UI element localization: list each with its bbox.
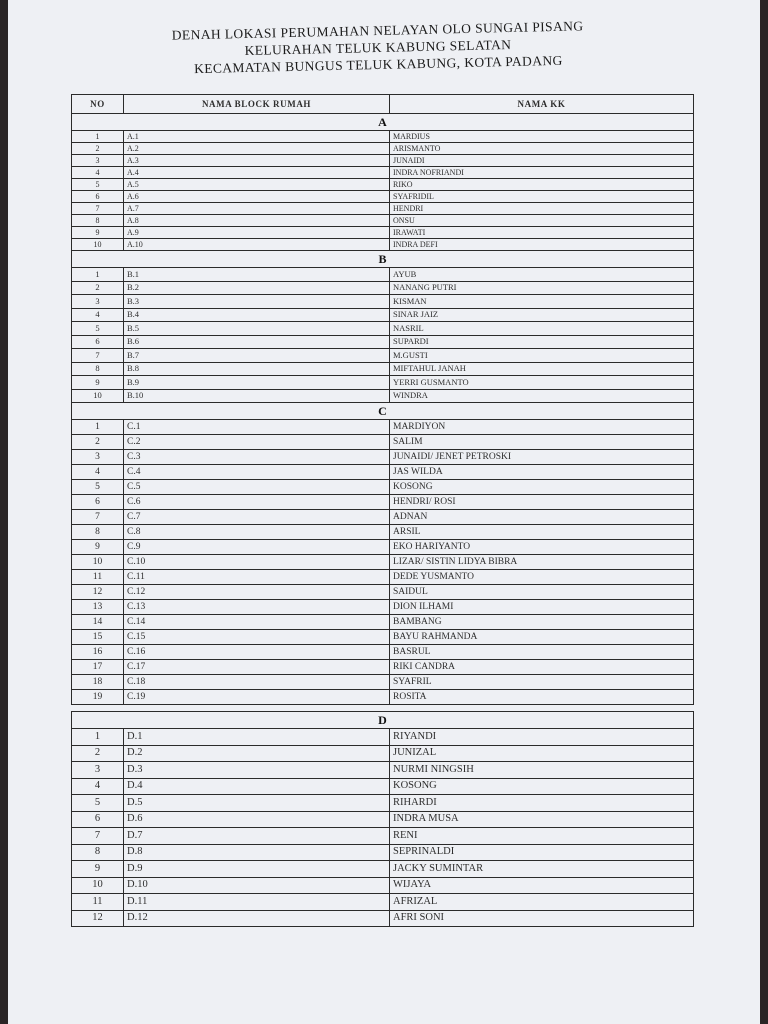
kk-name-cell: M.GUSTI <box>390 349 694 363</box>
kk-name-cell: SYAFRIL <box>390 675 694 690</box>
table-row <box>72 828 694 845</box>
no-cell: 11 <box>72 570 124 585</box>
block-cell: C.7 <box>124 510 390 525</box>
kk-name-cell: JAS WILDA <box>390 465 694 480</box>
block-cell: C.4 <box>124 465 390 480</box>
table-row <box>72 525 694 540</box>
kk-name-cell: DEDE YUSMANTO <box>390 570 694 585</box>
no-cell: 4 <box>72 778 124 795</box>
table-body <box>72 114 694 927</box>
no-cell: 16 <box>72 645 124 660</box>
kk-name-cell: RENI <box>390 828 694 845</box>
section-label: A <box>72 114 694 131</box>
table-row <box>72 179 694 191</box>
no-cell: 1 <box>72 729 124 746</box>
kk-name-cell: JUNIZAL <box>390 745 694 762</box>
no-cell: 19 <box>72 690 124 705</box>
kk-name-cell: NURMI NINGSIH <box>390 762 694 779</box>
table-row <box>72 762 694 779</box>
block-cell: C.13 <box>124 600 390 615</box>
section-label: B <box>72 251 694 268</box>
kk-name-cell: SINAR JAIZ <box>390 308 694 322</box>
table-row <box>72 167 694 179</box>
kk-name-cell: WINDRA <box>390 389 694 403</box>
table-row <box>72 335 694 349</box>
block-cell: C.19 <box>124 690 390 705</box>
kk-name-cell: HENDRI/ ROSI <box>390 495 694 510</box>
block-cell: B.2 <box>124 281 390 295</box>
kk-name-cell: RIKO <box>390 179 694 191</box>
no-cell: 12 <box>72 585 124 600</box>
table-row <box>72 435 694 450</box>
table-row <box>72 131 694 143</box>
block-cell: A.4 <box>124 167 390 179</box>
no-cell: 11 <box>72 894 124 911</box>
no-cell: 9 <box>72 227 124 239</box>
kk-name-cell: INDRA DEFI <box>390 239 694 251</box>
no-cell: 7 <box>72 203 124 215</box>
table-row <box>72 729 694 746</box>
kk-name-cell: ONSU <box>390 215 694 227</box>
block-cell: C.12 <box>124 585 390 600</box>
table-row <box>72 281 694 295</box>
kk-name-cell: ROSITA <box>390 690 694 705</box>
no-cell: 2 <box>72 435 124 450</box>
block-cell: D.7 <box>124 828 390 845</box>
block-cell: C.5 <box>124 480 390 495</box>
kk-name-cell: ARISMANTO <box>390 143 694 155</box>
block-cell: B.1 <box>124 268 390 282</box>
table-row <box>72 389 694 403</box>
block-cell: D.12 <box>124 910 390 927</box>
block-cell: B.7 <box>124 349 390 363</box>
table-row <box>72 239 694 251</box>
table-row <box>72 308 694 322</box>
block-cell: A.2 <box>124 143 390 155</box>
block-cell: C.3 <box>124 450 390 465</box>
table-row <box>72 349 694 363</box>
heading-line-3: KECAMATAN BUNGUS TELUK KABUNG, KOTA PADANG <box>193 52 563 77</box>
kk-name-cell: SYAFRIDIL <box>390 191 694 203</box>
heading-line-2: KELURAHAN TELUK KABUNG SELATAN <box>244 36 512 59</box>
block-cell: B.9 <box>124 376 390 390</box>
kk-name-cell: EKO HARIYANTO <box>390 540 694 555</box>
kk-name-cell: LIZAR/ SISTIN LIDYA BIBRA <box>390 555 694 570</box>
no-cell: 1 <box>72 420 124 435</box>
no-cell: 7 <box>72 510 124 525</box>
no-cell: 2 <box>72 281 124 295</box>
block-cell: C.18 <box>124 675 390 690</box>
table-row <box>72 155 694 167</box>
kk-name-cell: RIYANDI <box>390 729 694 746</box>
no-cell: 8 <box>72 215 124 227</box>
kk-name-cell: WIJAYA <box>390 877 694 894</box>
table-row <box>72 268 694 282</box>
kk-name-cell: SUPARDI <box>390 335 694 349</box>
kk-name-cell: YERRI GUSMANTO <box>390 376 694 390</box>
kk-name-cell: MIFTAHUL JANAH <box>390 362 694 376</box>
no-cell: 9 <box>72 861 124 878</box>
table-row <box>72 420 694 435</box>
no-cell: 5 <box>72 480 124 495</box>
kk-name-cell: INDRA NOFRIANDI <box>390 167 694 179</box>
block-cell: C.10 <box>124 555 390 570</box>
no-cell: 3 <box>72 295 124 309</box>
kk-name-cell: JUNAIDI <box>390 155 694 167</box>
no-cell: 6 <box>72 191 124 203</box>
no-cell: 6 <box>72 811 124 828</box>
section-header-row <box>72 712 694 729</box>
no-cell: 10 <box>72 555 124 570</box>
no-cell: 5 <box>72 322 124 336</box>
no-cell: 8 <box>72 844 124 861</box>
block-cell: C.17 <box>124 660 390 675</box>
table-row <box>72 894 694 911</box>
block-cell: A.3 <box>124 155 390 167</box>
document-heading <box>97 16 658 80</box>
table-row <box>72 585 694 600</box>
table-row <box>72 191 694 203</box>
block-cell: D.10 <box>124 877 390 894</box>
table-row <box>72 295 694 309</box>
no-cell: 4 <box>72 465 124 480</box>
table-row <box>72 322 694 336</box>
kk-name-cell: KOSONG <box>390 480 694 495</box>
block-cell: D.6 <box>124 811 390 828</box>
no-cell: 5 <box>72 795 124 812</box>
kk-name-cell: DION ILHAMI <box>390 600 694 615</box>
document-page <box>8 0 760 1024</box>
block-cell: C.11 <box>124 570 390 585</box>
no-cell: 15 <box>72 630 124 645</box>
table-row <box>72 660 694 675</box>
block-cell: C.9 <box>124 540 390 555</box>
table-row <box>72 510 694 525</box>
block-cell: D.1 <box>124 729 390 746</box>
no-cell: 10 <box>72 389 124 403</box>
block-cell: A.6 <box>124 191 390 203</box>
block-cell: C.8 <box>124 525 390 540</box>
section-label: D <box>72 712 694 729</box>
kk-name-cell: ARSIL <box>390 525 694 540</box>
table-row <box>72 495 694 510</box>
block-cell: A.8 <box>124 215 390 227</box>
no-cell: 8 <box>72 362 124 376</box>
kk-name-cell: SEPRINALDI <box>390 844 694 861</box>
block-cell: B.3 <box>124 295 390 309</box>
table-row <box>72 450 694 465</box>
table-row <box>72 570 694 585</box>
kk-name-cell: SALIM <box>390 435 694 450</box>
section-header-row <box>72 251 694 268</box>
no-cell: 7 <box>72 349 124 363</box>
table-header-row <box>72 95 694 114</box>
no-cell: 2 <box>72 745 124 762</box>
no-cell: 9 <box>72 376 124 390</box>
block-cell: D.9 <box>124 861 390 878</box>
block-cell: A.5 <box>124 179 390 191</box>
no-cell: 7 <box>72 828 124 845</box>
kk-name-cell: RIKI CANDRA <box>390 660 694 675</box>
table-row <box>72 203 694 215</box>
kk-name-cell: INDRA MUSA <box>390 811 694 828</box>
resident-table-wrapper <box>71 94 693 927</box>
section-header-row <box>72 403 694 420</box>
table-row <box>72 480 694 495</box>
block-cell: A.9 <box>124 227 390 239</box>
table-row <box>72 630 694 645</box>
header-no: NO <box>72 95 124 114</box>
table-row <box>72 861 694 878</box>
table-row <box>72 227 694 239</box>
table-row <box>72 465 694 480</box>
block-cell: C.1 <box>124 420 390 435</box>
kk-name-cell: HENDRI <box>390 203 694 215</box>
no-cell: 17 <box>72 660 124 675</box>
section-gap-cell <box>72 705 694 712</box>
table-row <box>72 745 694 762</box>
no-cell: 10 <box>72 239 124 251</box>
table-row <box>72 877 694 894</box>
block-cell: C.14 <box>124 615 390 630</box>
kk-name-cell: MARDIYON <box>390 420 694 435</box>
table-row <box>72 376 694 390</box>
kk-name-cell: SAIDUL <box>390 585 694 600</box>
table-row <box>72 615 694 630</box>
no-cell: 13 <box>72 600 124 615</box>
no-cell: 4 <box>72 167 124 179</box>
block-cell: D.8 <box>124 844 390 861</box>
no-cell: 18 <box>72 675 124 690</box>
block-cell: C.6 <box>124 495 390 510</box>
block-cell: D.11 <box>124 894 390 911</box>
kk-name-cell: AFRIZAL <box>390 894 694 911</box>
kk-name-cell: BAMBANG <box>390 615 694 630</box>
table-row <box>72 600 694 615</box>
table-row <box>72 795 694 812</box>
table-row <box>72 811 694 828</box>
section-label: C <box>72 403 694 420</box>
table-row <box>72 215 694 227</box>
header-block: NAMA BLOCK RUMAH <box>124 95 390 114</box>
no-cell: 3 <box>72 450 124 465</box>
no-cell: 5 <box>72 179 124 191</box>
kk-name-cell: AYUB <box>390 268 694 282</box>
block-cell: C.2 <box>124 435 390 450</box>
no-cell: 6 <box>72 335 124 349</box>
kk-name-cell: BAYU RAHMANDA <box>390 630 694 645</box>
block-cell: B.10 <box>124 389 390 403</box>
block-cell: C.16 <box>124 645 390 660</box>
block-cell: C.15 <box>124 630 390 645</box>
table-row <box>72 645 694 660</box>
no-cell: 6 <box>72 495 124 510</box>
no-cell: 9 <box>72 540 124 555</box>
table-row <box>72 675 694 690</box>
kk-name-cell: MARDIUS <box>390 131 694 143</box>
kk-name-cell: NANANG PUTRI <box>390 281 694 295</box>
block-cell: B.8 <box>124 362 390 376</box>
table-row <box>72 690 694 705</box>
no-cell: 14 <box>72 615 124 630</box>
kk-name-cell: ADNAN <box>390 510 694 525</box>
block-cell: D.4 <box>124 778 390 795</box>
table-row <box>72 910 694 927</box>
no-cell: 4 <box>72 308 124 322</box>
no-cell: 3 <box>72 155 124 167</box>
kk-name-cell: RIHARDI <box>390 795 694 812</box>
block-cell: A.7 <box>124 203 390 215</box>
table-row <box>72 143 694 155</box>
no-cell: 3 <box>72 762 124 779</box>
no-cell: 1 <box>72 268 124 282</box>
kk-name-cell: JACKY SUMINTAR <box>390 861 694 878</box>
block-cell: D.5 <box>124 795 390 812</box>
section-header-row <box>72 114 694 131</box>
table-row <box>72 844 694 861</box>
block-cell: D.3 <box>124 762 390 779</box>
block-cell: B.6 <box>124 335 390 349</box>
resident-table <box>71 94 694 927</box>
block-cell: B.5 <box>124 322 390 336</box>
block-cell: B.4 <box>124 308 390 322</box>
heading-line-1: DENAH LOKASI PERUMAHAN NELAYAN OLO SUNGAI PISANG <box>171 18 584 43</box>
kk-name-cell: NASRIL <box>390 322 694 336</box>
kk-name-cell: AFRI SONI <box>390 910 694 927</box>
no-cell: 10 <box>72 877 124 894</box>
table-row <box>72 778 694 795</box>
section-gap <box>72 705 694 712</box>
no-cell: 1 <box>72 131 124 143</box>
no-cell: 2 <box>72 143 124 155</box>
no-cell: 12 <box>72 910 124 927</box>
kk-name-cell: JUNAIDI/ JENET PETROSKI <box>390 450 694 465</box>
table-row <box>72 362 694 376</box>
table-row <box>72 555 694 570</box>
kk-name-cell: IRAWATI <box>390 227 694 239</box>
table-row <box>72 540 694 555</box>
kk-name-cell: KOSONG <box>390 778 694 795</box>
header-kk: NAMA KK <box>390 95 694 114</box>
block-cell: D.2 <box>124 745 390 762</box>
block-cell: A.1 <box>124 131 390 143</box>
kk-name-cell: KISMAN <box>390 295 694 309</box>
block-cell: A.10 <box>124 239 390 251</box>
kk-name-cell: BASRUL <box>390 645 694 660</box>
no-cell: 8 <box>72 525 124 540</box>
